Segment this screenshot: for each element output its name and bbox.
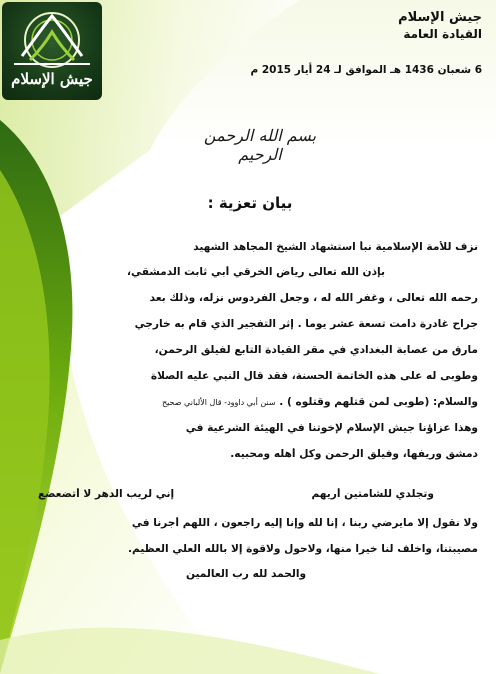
date-line: 6 شعبان 1436 هـ الموافق لـ 24 أيار 2015 م	[250, 64, 482, 76]
body-line-1: نزف للأمة الإسلامية نبأ استشهاد الشيخ المجاهد الشهيد	[193, 241, 478, 253]
org-subtitle: القيادة العامة	[403, 27, 482, 41]
army-logo	[2, 2, 102, 100]
body-line-5: مارق من عصابة البغدادي في مقر القيادة التابع لفيلق الرحمن،	[154, 344, 478, 356]
body-line-3: رحمه الله تعالى ، وغفر الله له ، وجعل الفردوس نزله، وذلك بعد	[149, 292, 478, 304]
body-line-8: وهذا عزاؤنا جيش الإسلام لإخوتنا في الهيئة الشرعية في	[185, 422, 478, 434]
hadith-quote: والسلام: (طوبى لمن قتلهم وقتلوه ) .	[279, 396, 478, 408]
verse-left-half: إني لريب الدهر لا أتضعضع	[38, 488, 175, 500]
body-line-12: مصيبتنا، واخلف لنا خيراً منها، ولاحول ولاقوة إلا بالله العلي العظيم.	[128, 543, 478, 555]
hadith-source: سنن أبي داوود- قال الألباني صحيح	[161, 398, 276, 407]
logo-text: جيش الإسلام	[11, 70, 93, 88]
verse-right-half: وتجلدي للشامتين أريهم	[311, 488, 434, 500]
body-line-2: بإذن الله تعالى رياض الخرقي أبي ثابت الدمشقي،	[127, 266, 385, 278]
body-line-4: جراح غادرة دامت تسعة عشر يوماً . إثر التفجير الذي قام به خارجي	[134, 318, 478, 330]
body-line-6: وطوبى له على هذه الخاتمة الحسنة، فقد قال النبي عليه الصلاة	[150, 370, 478, 382]
poetry-verse	[38, 488, 434, 500]
closing-line: والحمد لله رب العالمين	[185, 568, 307, 580]
basmala-calligraphy: بسم الله الرحمن الرحيم	[203, 126, 317, 164]
statement-heading: بيان تعزية :	[207, 194, 293, 212]
org-title: جيش الإسلام	[398, 10, 482, 25]
body-line-11: ولا نقول إلا مايرضي ربنا ، إنا لله وإنا إليه راجعون ، اللهم أجرنا في	[131, 517, 478, 529]
body-line-9: دمشق وريفها، وفيلق الرحمن وكل أهله ومحبيه.	[230, 448, 478, 460]
body-line-7	[16, 396, 478, 408]
logo-emblem-icon	[8, 6, 96, 70]
